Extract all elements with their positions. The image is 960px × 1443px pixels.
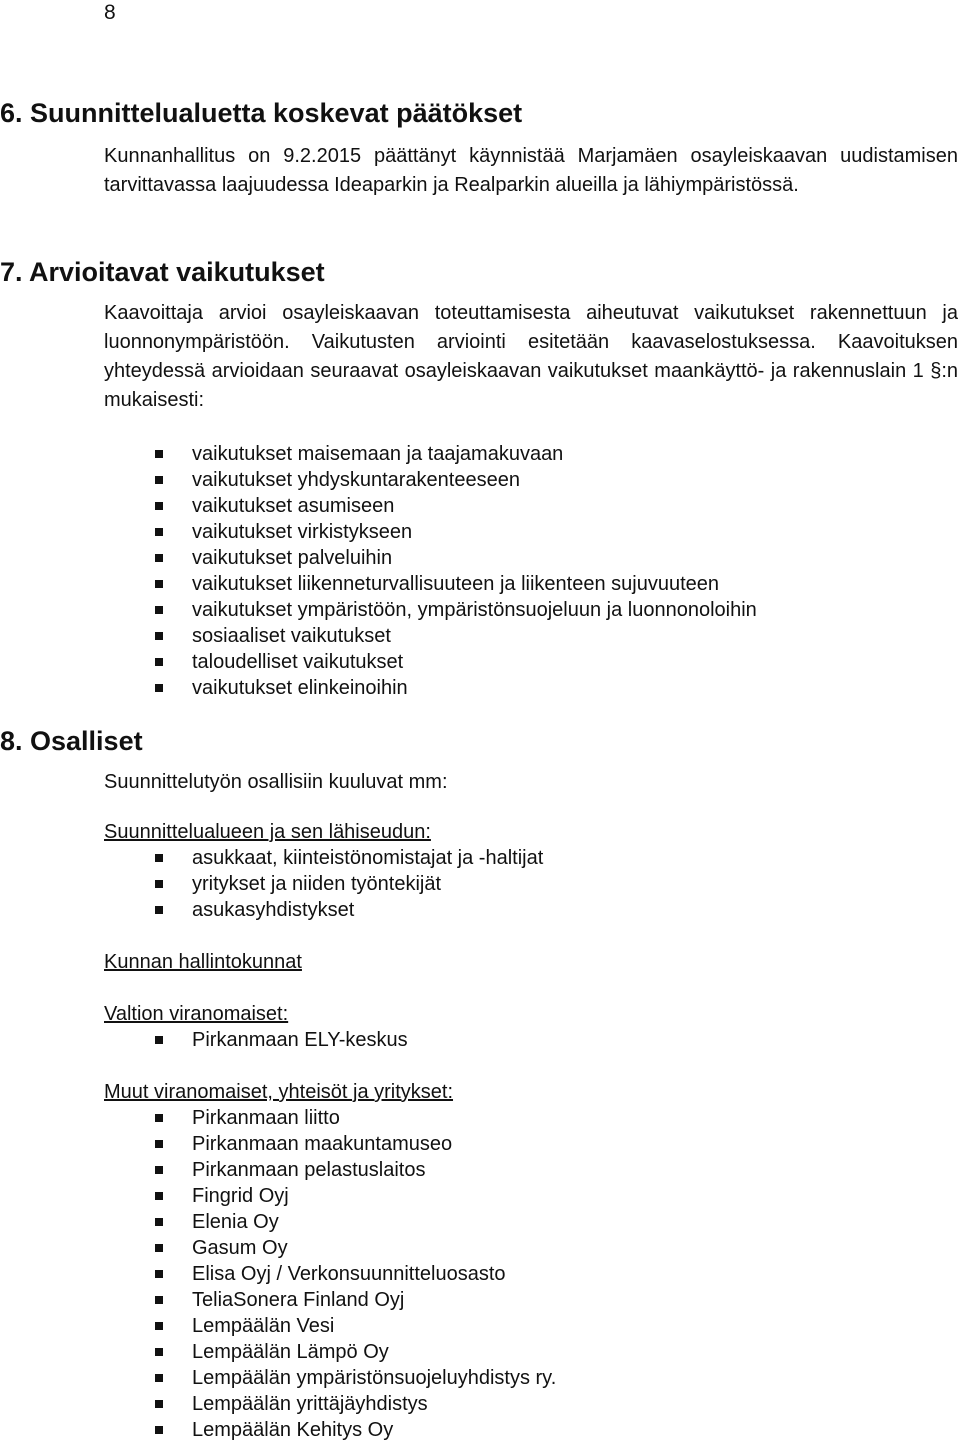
- list-item-text: vaikutukset asumiseen: [192, 495, 395, 517]
- bullet-square-icon: [155, 1400, 163, 1408]
- bullet-square-icon: [155, 1296, 163, 1304]
- bullet-square-icon: [155, 854, 163, 862]
- list-item-text: vaikutukset virkistykseen: [192, 521, 413, 543]
- group-local-area-list: [104, 845, 958, 923]
- list-item: [104, 597, 958, 623]
- section-7-heading: 7. Arvioitavat vaikutukset: [0, 257, 325, 287]
- list-item-text: taloudelliset vaikutukset: [192, 651, 404, 673]
- list-item: [104, 493, 958, 519]
- bullet-square-icon: [155, 1036, 163, 1044]
- bullet-square-icon: [155, 1244, 163, 1252]
- bullet-square-icon: [155, 1270, 163, 1278]
- bullet-square-icon: [155, 528, 163, 536]
- list-item: [104, 545, 958, 571]
- bullet-square-icon: [155, 1192, 163, 1200]
- list-item-text: vaikutukset yhdyskuntarakenteeseen: [192, 469, 520, 491]
- list-item: [104, 1027, 958, 1053]
- bullet-square-icon: [155, 1374, 163, 1382]
- list-item-text: Fingrid Oyj: [192, 1185, 289, 1207]
- bullet-square-icon: [155, 1114, 163, 1122]
- list-item: [104, 623, 958, 649]
- list-item: [104, 1391, 958, 1417]
- list-item-text: Gasum Oy: [192, 1237, 288, 1259]
- list-item: [104, 1105, 958, 1131]
- list-item: [104, 1339, 958, 1365]
- impact-list: [104, 441, 958, 701]
- list-item-text: Pirkanmaan ELY-keskus: [192, 1029, 408, 1051]
- list-item: [104, 571, 958, 597]
- bullet-square-icon: [155, 554, 163, 562]
- list-item-text: Elenia Oy: [192, 1211, 279, 1233]
- group-municipal-title: Kunnan hallintokunnat: [104, 951, 302, 973]
- list-item: [104, 845, 958, 871]
- list-item: [104, 1261, 958, 1287]
- list-item: [104, 1183, 958, 1209]
- bullet-square-icon: [155, 1348, 163, 1356]
- list-item: [104, 649, 958, 675]
- list-item-text: Lempäälän Vesi: [192, 1315, 335, 1337]
- page-number: 8: [104, 1, 116, 24]
- list-item-text: Lempäälän ympäristönsuojeluyhdistys ry.: [192, 1367, 557, 1389]
- list-item-text: Pirkanmaan pelastuslaitos: [192, 1159, 426, 1181]
- bullet-square-icon: [155, 658, 163, 666]
- bullet-square-icon: [155, 906, 163, 914]
- bullet-square-icon: [155, 476, 163, 484]
- list-item-text: TeliaSonera Finland Oyj: [192, 1289, 405, 1311]
- list-item-text: asukkaat, kiinteistönomistajat ja -haltijat: [192, 847, 544, 869]
- list-item-text: vaikutukset palveluihin: [192, 547, 393, 569]
- list-item: [104, 897, 958, 923]
- list-item: [104, 675, 958, 701]
- list-item: [104, 467, 958, 493]
- list-item: [104, 1235, 958, 1261]
- section-6-text: Kunnanhallitus on 9.2.2015 päättänyt käynnistää Marjamäen osayleiskaavan uudistamisen tarvittavassa laajuudessa Ideaparkin ja Realparkin alueilla ja lähiympäristössä.: [104, 145, 958, 196]
- list-item: [104, 1287, 958, 1313]
- list-item-text: Elisa Oyj / Verkonsuunnitteluosasto: [192, 1263, 506, 1285]
- list-item-text: vaikutukset ympäristöön, ympäristönsuojeluun ja luonnonoloihin: [192, 599, 757, 621]
- bullet-square-icon: [155, 450, 163, 458]
- bullet-square-icon: [155, 684, 163, 692]
- bullet-square-icon: [155, 1140, 163, 1148]
- list-item-text: sosiaaliset vaikutukset: [192, 625, 391, 647]
- list-item: [104, 1417, 958, 1443]
- bullet-square-icon: [155, 502, 163, 510]
- list-item-text: Pirkanmaan liitto: [192, 1107, 340, 1129]
- list-item: [104, 871, 958, 897]
- bullet-square-icon: [155, 880, 163, 888]
- stakeholders-intro: Suunnittelutyön osallisiin kuuluvat mm:: [104, 771, 448, 793]
- bullet-square-icon: [155, 1218, 163, 1226]
- list-item: [104, 1313, 958, 1339]
- list-item-text: vaikutukset elinkeinoihin: [192, 677, 408, 699]
- list-item-text: vaikutukset maisemaan ja taajamakuvaan: [192, 443, 564, 465]
- bullet-square-icon: [155, 1322, 163, 1330]
- list-item-text: Lempäälän yrittäjäyhdistys: [192, 1393, 428, 1415]
- list-item-text: yritykset ja niiden työntekijät: [192, 873, 442, 895]
- bullet-square-icon: [155, 1166, 163, 1174]
- bullet-square-icon: [155, 580, 163, 588]
- bullet-square-icon: [155, 606, 163, 614]
- group-local-area-title: Suunnittelualueen ja sen lähiseudun:: [104, 821, 431, 843]
- group-state-title: Valtion viranomaiset:: [104, 1003, 289, 1025]
- list-item: [104, 1157, 958, 1183]
- list-item: [104, 1209, 958, 1235]
- list-item: [104, 1365, 958, 1391]
- bullet-square-icon: [155, 1426, 163, 1434]
- bullet-square-icon: [155, 632, 163, 640]
- list-item-text: vaikutukset liikenneturvallisuuteen ja liikenteen sujuvuuteen: [192, 573, 719, 595]
- list-item-text: asukasyhdistykset: [192, 899, 355, 921]
- list-item: [104, 519, 958, 545]
- section-6-heading: 6. Suunnittelualuetta koskevat päätökset: [0, 98, 523, 128]
- group-other-list: [104, 1105, 958, 1443]
- section-7-text: Kaavoittaja arvioi osayleiskaavan toteuttamisesta aiheutuvat vaikutukset rakennettuun ja luonnonympäristöön. Vaikutusten arviointi esitetään kaavaselostuksessa. Kaavoituksen yhteydessä arvioidaan seuraavat osayleiskaavan vaikutukset maankäyttö- ja rakennuslain 1 §:n mukaisesti:: [104, 302, 958, 411]
- section-8-heading: 8. Osalliset: [0, 726, 143, 756]
- group-other-title: Muut viranomaiset, yhteisöt ja yritykset:: [104, 1081, 454, 1103]
- list-item-text: Lempäälän Lämpö Oy: [192, 1341, 389, 1363]
- list-item: [104, 441, 958, 467]
- list-item-text: Lempäälän Kehitys Oy: [192, 1419, 394, 1441]
- list-item-text: Pirkanmaan maakuntamuseo: [192, 1133, 453, 1155]
- group-state-list: [104, 1027, 958, 1053]
- list-item: [104, 1131, 958, 1157]
